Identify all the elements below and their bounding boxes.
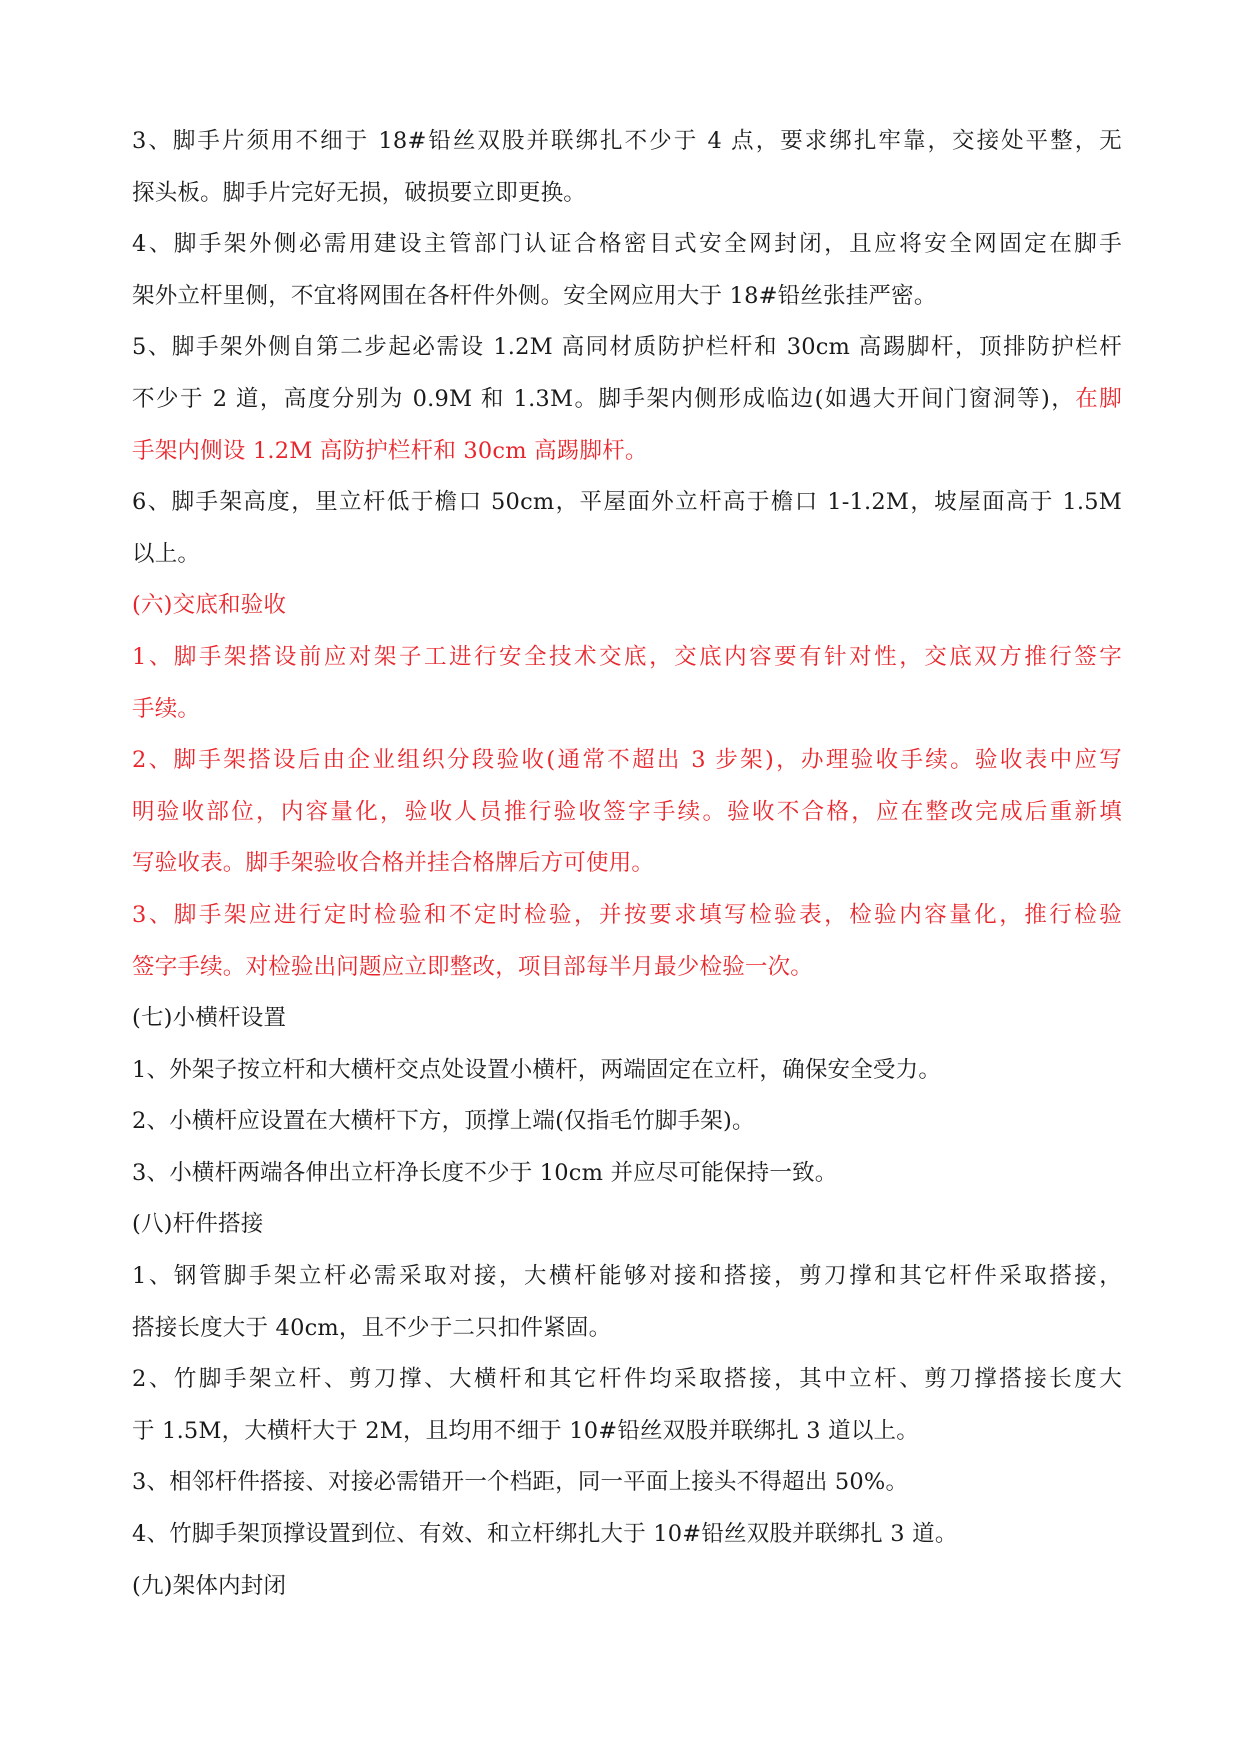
highlighted-text-line: 1、脚手架搭设前应对架子工进行安全技术交底，交底内容要有针对性，交底双方推行签字 xyxy=(132,643,1122,670)
text-line: 2、小横杆应设置在大横杆下方，顶撑上端(仅指毛竹脚手架)。 xyxy=(132,1108,755,1135)
section-heading: (九)架体内封闭 xyxy=(132,1572,287,1599)
text-line: 4、脚手架外侧必需用建设主管部门认证合格密目式安全网封闭，且应将安全网固定在脚手 xyxy=(132,231,1122,258)
highlighted-text-line: 明验收部位，内容量化，验收人员推行验收签字手续。验收不合格，应在整改完成后重新填 xyxy=(132,798,1122,825)
text-line: 2、竹脚手架立杆、剪刀撑、大横杆和其它杆件均采取搭接，其中立杆、剪刀撑搭接长度大 xyxy=(132,1366,1122,1393)
text-line: 1、外架子按立杆和大横杆交点处设置小横杆，两端固定在立杆，确保安全受力。 xyxy=(132,1056,942,1083)
text-line: 1、钢管脚手架立杆必需采取对接，大横杆能够对接和搭接，剪刀撑和其它杆件采取搭接， xyxy=(132,1263,1122,1290)
text-line: 架外立杆里侧，不宜将网围在各杆件外侧。安全网应用大于 18#铅丝张挂严密。 xyxy=(132,282,937,309)
highlighted-text-line: 手续。 xyxy=(132,695,201,722)
text-line: 探头板。脚手片完好无损，破损要立即更换。 xyxy=(132,179,587,206)
text-line: 5、脚手架外侧自第二步起必需设 1.2M 高同材质防护栏杆和 30cm 高踢脚杆，顶排防护栏杆 xyxy=(132,334,1122,361)
section-heading: (七)小横杆设置 xyxy=(132,1005,287,1032)
highlighted-text-line: 手架内侧设 1.2M 高防护栏杆和 30cm 高踢脚杆。 xyxy=(132,437,648,464)
highlighted-text-line: 写验收表。脚手架验收合格并挂合格牌后方可使用。 xyxy=(132,850,655,877)
text-line: 以上。 xyxy=(132,540,201,567)
text-line: 3、相邻杆件搭接、对接必需错开一个档距，同一平面上接头不得超出 50%。 xyxy=(132,1469,909,1496)
text-line: 4、竹脚手架顶撑设置到位、有效、和立杆绑扎大于 10#铅丝双股并联绑扎 3 道。 xyxy=(132,1521,958,1548)
highlighted-text-line: 签字手续。对检验出问题应立即整改，项目部每半月最少检验一次。 xyxy=(132,953,814,980)
document-page xyxy=(132,126,1122,1622)
text-line: 3、小横杆两端各伸出立杆净长度不少于 10cm 并应尽可能保持一致。 xyxy=(132,1159,838,1186)
section-heading: (六)交底和验收 xyxy=(132,592,287,619)
text-line: 3、脚手片须用不细于 18#铅丝双股并联绑扎不少于 4 点，要求绑扎牢靠，交接处平整，无 xyxy=(132,128,1122,154)
highlighted-text: 在脚 xyxy=(1075,385,1122,412)
text-line: 不少于 2 道，高度分别为 0.9M 和 1.3M。脚手架内侧形成临边(如遇大开间门窗洞等)，在脚 xyxy=(132,385,1122,412)
text-line: 6、脚手架高度，里立杆低于檐口 50cm，平屋面外立杆高于檐口 1-1.2M，坡屋面高于 1.5M xyxy=(132,489,1122,516)
highlighted-text-line: 3、脚手架应进行定时检验和不定时检验，并按要求填写检验表，检验内容量化，推行检验 xyxy=(132,901,1122,928)
section-heading: (八)杆件搭接 xyxy=(132,1211,264,1238)
text-line: 于 1.5M，大横杆大于 2M，且均用不细于 10#铅丝双股并联绑扎 3 道以上。 xyxy=(132,1417,919,1444)
text-line: 搭接长度大于 40cm，且不少于二只扣件紧固。 xyxy=(132,1314,612,1341)
highlighted-text-line: 2、脚手架搭设后由企业组织分段验收(通常不超出 3 步架)，办理验收手续。验收表中应写 xyxy=(132,747,1122,774)
